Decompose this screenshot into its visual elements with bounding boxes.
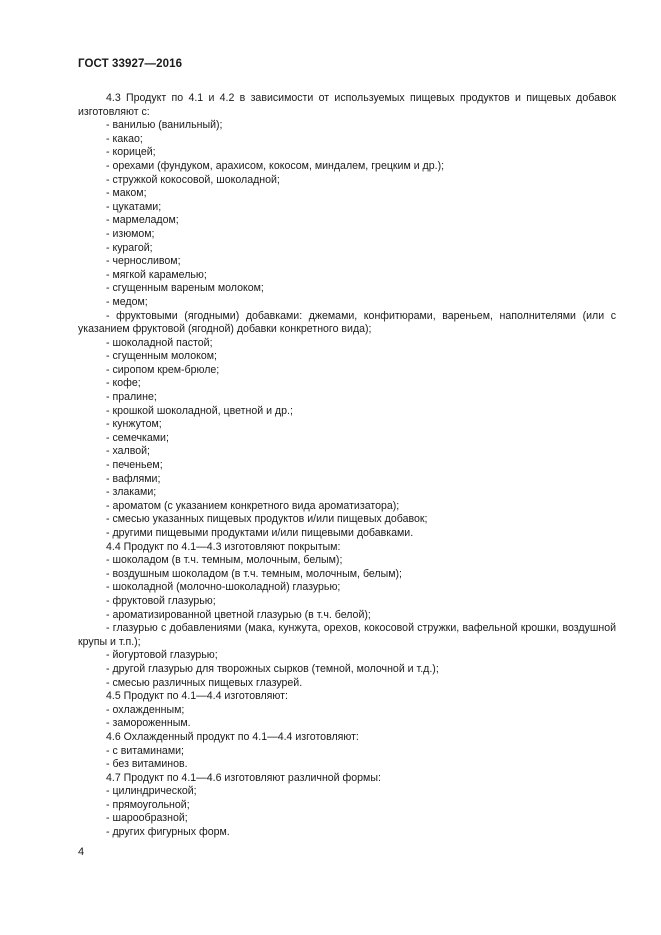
list-item: - смесью указанных пищевых продуктов и/или пищевых добавок; [106,513,428,526]
list-item: - шарообразной; [106,812,188,825]
list-item: - кунжутом; [106,418,162,431]
list-item: - другой глазурью для творожных сырков (темной, молочной и т.д.); [106,662,439,675]
document-body [78,92,616,840]
list-item: - фруктовыми (ягодными) добавками: джемами, конфитюрами, вареньем, наполнителями (или с указанием фруктовой (ягодной) добавки конкретного вида); [78,309,616,336]
list-item: - охлажденным; [106,703,185,716]
list-item: - ароматизированной цветной глазурью (в т.ч. белой); [106,608,371,621]
section-paragraph: 4.7 Продукт по 4.1—4.6 изготовляют различной формы: [106,771,381,784]
list-item: - замороженным. [106,717,191,730]
list-item: - другими пищевыми продуктами и/или пищевыми добавками. [106,527,414,539]
list-item: - курагой; [106,241,153,254]
list-item: - стружкой кокосовой, шоколадной; [106,173,280,186]
list-item: - вафлями; [106,472,161,485]
list-item: - мармеладом; [106,214,179,227]
list-item: - маком; [106,187,147,200]
list-item: - халвой; [106,445,150,458]
list-item: - фруктовой глазурью; [106,594,216,607]
list-item: - шоколадной пастой; [106,336,213,349]
list-item: - глазурью с добавлениями (мака, кунжута, орехов, кокосовой стружки, вафельной крошки, воздушной крупы и т.п.); [78,622,616,648]
list-item: - цилиндрической; [106,785,197,798]
list-item: - крошкой шоколадной, цветной и др.; [106,404,293,417]
list-item: - цукатами; [106,200,162,213]
list-item: - медом; [106,295,148,308]
list-item: - семечками; [106,431,169,444]
list-item: - ванилью (ванильный); [106,119,223,132]
list-item: - изюмом; [106,227,155,240]
list-item: - пралине; [106,391,157,404]
list-item: - злаками; [106,486,157,499]
section-paragraph: 4.5 Продукт по 4.1—4.4 изготовляют: [106,690,288,703]
list-item: - без витаминов. [106,758,188,771]
list-item: - шоколадом (в т.ч. темным, молочным, белым); [106,554,343,567]
list-item: - ароматом (с указанием конкретного вида ароматизатора); [106,499,400,512]
list-item: - черносливом; [106,255,181,268]
list-item: - печеньем; [106,459,163,472]
list-item: - йогуртовой глазурью; [106,649,218,662]
section-paragraph: 4.3 Продукт по 4.1 и 4.2 в зависимости от используемых пищевых продуктов и пищевых добавок изготовляют с: [78,92,616,118]
document-header: ГОСТ 33927—2016 [78,58,183,70]
list-item: - смесью различных пищевых глазурей. [106,676,303,689]
list-item: - какао; [106,132,143,145]
list-item: - корицей; [106,146,156,159]
page-number: 4 [78,846,85,858]
list-item: - сгущенным молоком; [106,350,217,363]
list-item: - кофе; [106,377,141,390]
list-item: - орехами (фундуком, арахисом, кокосом, миндалем, грецким и др.); [106,159,445,172]
list-item: - с витаминами; [106,744,184,757]
list-item: - других фигурных форм. [106,826,230,839]
list-item: - мягкой карамелью; [106,268,207,281]
list-item: - шоколадной (молочно-шоколадной) глазурью; [106,581,341,594]
list-item: - сгущенным вареным молоком; [106,282,264,295]
list-item: - сиропом крем-брюле; [106,363,220,376]
section-paragraph: 4.4 Продукт по 4.1—4.3 изготовляют покрытым: [106,540,341,553]
section-paragraph: 4.6 Охлажденный продукт по 4.1—4.4 изготовляют: [106,730,359,743]
list-item: - прямоугольной; [106,798,190,811]
list-item: - воздушным шоколадом (в т.ч. темным, молочным, белым); [106,567,402,580]
